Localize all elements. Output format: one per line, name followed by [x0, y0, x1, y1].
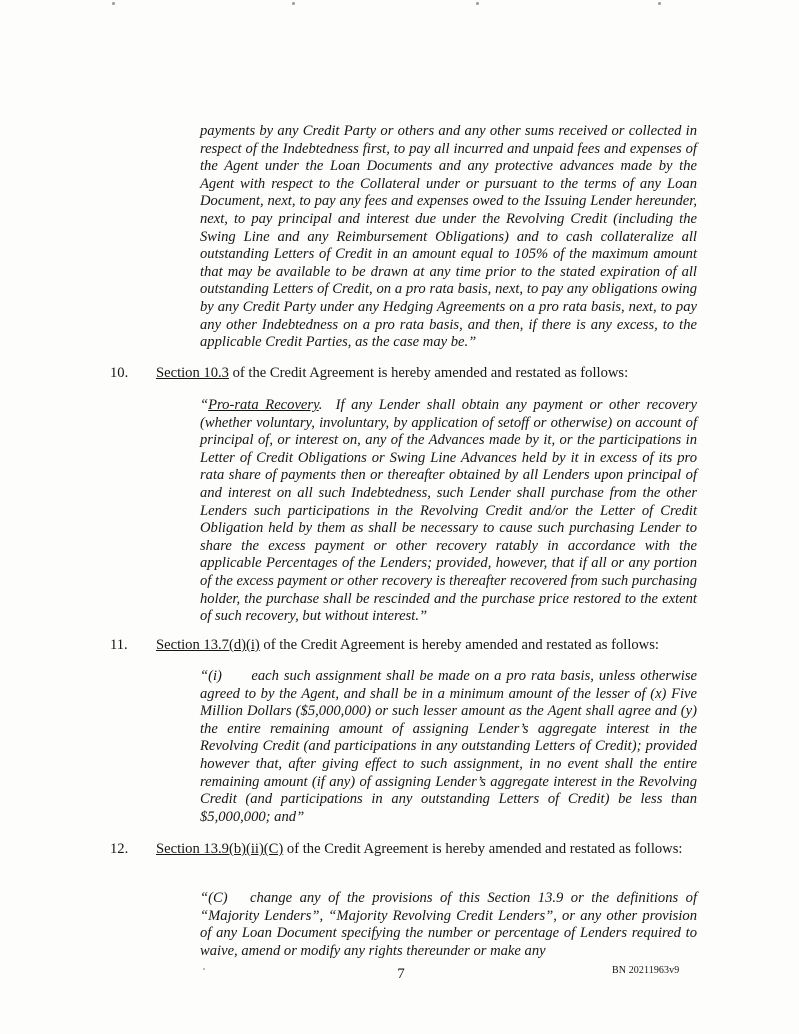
scan-speck	[476, 2, 479, 5]
quote-heading: Pro-rata Recovery	[208, 397, 319, 413]
amended-text-13-9: “(C) change any of the provisions of this Section 13.9 or the definitions of “Majority Lenders”, “Majority Revolving Credit Lenders”, or any other provision of any Loan Document specifying the number or percentage of Lenders required to waive, amend or modify any rights thereunder or make any	[200, 890, 701, 959]
scan-speck	[292, 2, 295, 5]
amended-text-10-3: “Pro-rata Recovery. If any Lender shall obtain any payment or other recovery (whether voluntary, involuntary, by application of setoff or otherwise) on account of principal of, or interest on, any of the Advances made by it, or the participations in Letter of Credit Obligations or Swing Line Advances held by it in excess of its pro rata share of payments then or thereafter obtained by all Lenders upon principal of and interest on all such Indebtedness, such Lender shall purchase from the other Lenders such participations in the Revolving Credit and/or the Letter of Credit Obligation held by them as shall be necessary to cause such purchasing Lender to share the excess payment or other recovery ratably in accordance with the applicable Percentages of the Lenders; provided, however, that if all or any portion of the excess payment or other recovery is thereafter recovered from such purchasing holder, the purchase shall be rescinded and the purchase price restored to the extent of such recovery, but without interest.”	[200, 397, 701, 625]
item-number: 12.	[110, 841, 129, 857]
scan-speck	[112, 2, 115, 5]
item-intro: Section 13.7(d)(i) of the Credit Agreement is hereby amended and restated as follows:	[156, 637, 659, 653]
section-reference: Section 13.7(d)(i)	[156, 637, 260, 653]
scan-speck	[203, 968, 205, 970]
amended-text-13-7: “(i) each such assignment shall be made on a pro rata basis, unless otherwise agreed to by the Agent, and shall be in a minimum amount of the lesser of (x) Five Million Dollars ($5,000,000) or such lesser amount as the Agent shall agree and (y) the entire remaining amount of assigning Lender’s aggregate interest in the Revolving Credit (and participations in any outstanding Letters of Credit); provided however that, after giving effect to such assignment, in no event shall the entire remaining amount (if any) of assigning Lender’s aggregate interest in the Revolving Credit (and participations in any outstanding Letters of Credit) be less than $5,000,000; and”	[200, 668, 701, 825]
item-number: 11.	[110, 637, 128, 653]
section-reference: Section 10.3	[156, 365, 229, 381]
item-intro: Section 13.9(b)(ii)(C) of the Credit Agreement is hereby amended and restated as follows:	[156, 841, 683, 857]
continued-quoted-paragraph: payments by any Credit Party or others and any other sums received or collected in respect of the Indebtedness first, to pay all incurred and unpaid fees and expenses of the Agent under the Loan Documents and any protective advances made by the Agent with respect to the Collateral under or pursuant to the terms of any Loan Document, next, to pay any fees and expenses owed to the Issuing Lender hereunder, next, to pay principal and interest due under the Revolving Credit (including the Swing Line and any Reimbursement Obligations) and to cash collateralize all outstanding Letters of Credit in an amount equal to 105% of the maximum amount that may be available to be drawn at any time prior to the stated expiration of all outstanding Letters of Credit, on a pro rata basis, next, to pay any obligations owing by any Credit Party under any Hedging Agreements on a pro rata basis, next, to pay any other Indebtedness on a pro rata basis, and then, if there is any excess, to the applicable Credit Parties, as the case may be.”	[200, 123, 701, 351]
item-intro: Section 10.3 of the Credit Agreement is hereby amended and restated as follows:	[156, 365, 629, 381]
item-number: 10.	[110, 365, 129, 381]
section-reference: Section 13.9(b)(ii)(C)	[156, 841, 284, 857]
document-id: BN 20211963v9	[612, 965, 680, 976]
scan-speck	[658, 2, 661, 5]
page-number: 7	[397, 966, 405, 982]
